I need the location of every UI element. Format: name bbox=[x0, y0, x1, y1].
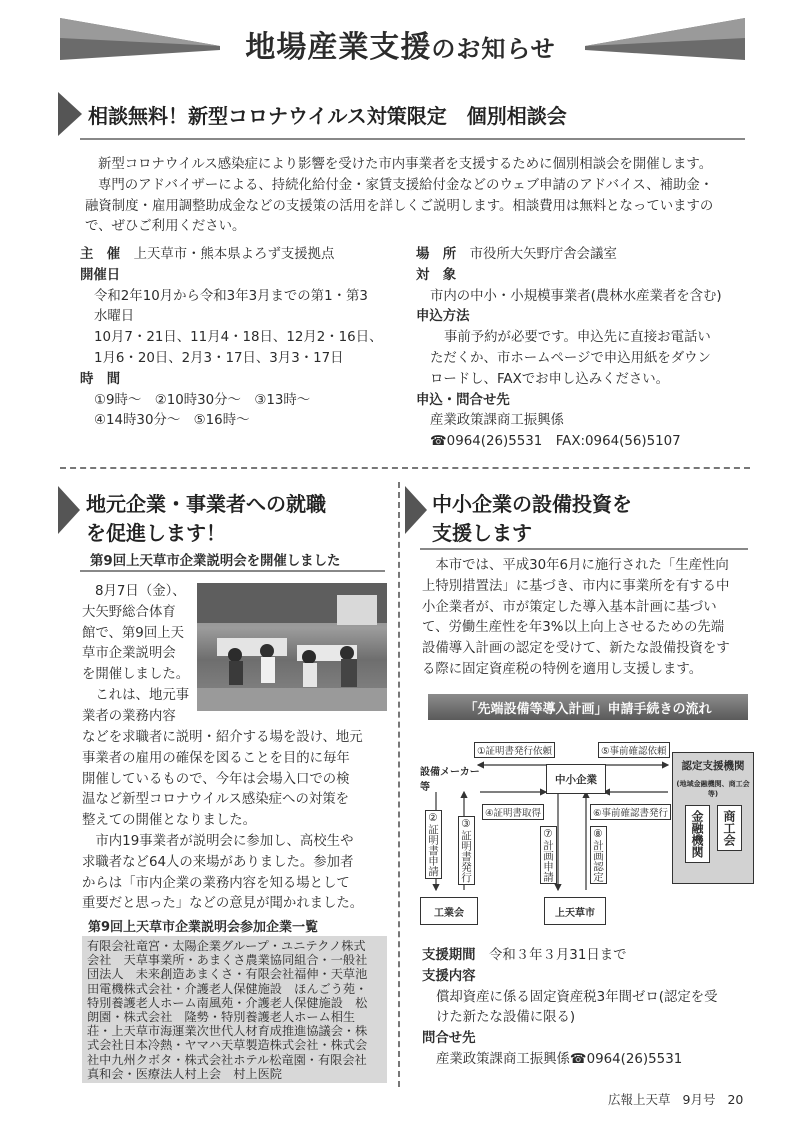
company-list-line: 荘・上天草市海運業次世代人材育成推進協議会・株 bbox=[87, 1024, 368, 1039]
invest-heading-line: 支援します bbox=[432, 521, 532, 545]
jobfair-line: 草市企業説明会 bbox=[82, 646, 176, 662]
jobfair-heading-line: 地元企業・事業者への就職 bbox=[86, 492, 326, 516]
page-title-main: 地場産業支援 bbox=[245, 30, 432, 65]
company-list-line: 式会社日本冷熱・ヤマハ天草製造株式会社・株式会 bbox=[87, 1038, 368, 1053]
date-label: 開催日 bbox=[80, 267, 121, 283]
section-marker-icon bbox=[405, 486, 427, 534]
jobfair-line: 業者の業務内容 bbox=[82, 708, 176, 724]
invest-heading-line: 中小企業の設備投資を bbox=[432, 492, 632, 516]
invest-line: 設備導入計画の認定を受けて、新たな設備投資をす bbox=[422, 641, 730, 657]
page-title bbox=[228, 22, 573, 66]
consult-intro-line: で、ぜひご利用ください。 bbox=[85, 219, 246, 235]
date-line: 10月7・21日、11月4・18日、12月2・16日、 bbox=[94, 330, 383, 346]
apply-label: 申込方法 bbox=[416, 309, 470, 325]
jobfair-heading bbox=[86, 490, 326, 548]
invest-contact-label: 問合せ先 bbox=[422, 1031, 476, 1047]
invest-line: 本市では、平成30年6月に施行された「生産性向 bbox=[422, 558, 729, 573]
target-value: 市内の中小・小規模事業者(農林水産業者を含む) bbox=[430, 288, 722, 304]
flow-node-chamber-label: 工業会 bbox=[434, 907, 464, 919]
apply-line: ロードし、FAXでお申し込みください。 bbox=[430, 371, 670, 387]
flow-node-commerce: 商工会 bbox=[717, 805, 742, 851]
flow-node-sme bbox=[546, 764, 606, 794]
footer-month: 9月号 bbox=[682, 1092, 716, 1107]
column-divider bbox=[398, 482, 400, 1087]
jobfair-subheading-underline bbox=[80, 570, 385, 572]
jobfair-subheading: 第9回上天草市企業説明会を開催しました bbox=[90, 554, 341, 569]
consult-heading: 相談無料！新型コロナウイルス対策限定 個別相談会 bbox=[88, 104, 567, 128]
apply-line: 事前予約が必要です。申込先に直接お電話い bbox=[444, 330, 711, 346]
flow-node-agency-label: 認定支援機関 bbox=[681, 760, 745, 772]
jobfair-heading-line: を促進します！ bbox=[86, 521, 226, 545]
company-list-line: 有限会社竜宮・太陽企業グループ・ユニテクノ株式 bbox=[87, 939, 366, 953]
host-label: 主 催 bbox=[80, 247, 121, 262]
footer-page: 20 bbox=[727, 1092, 744, 1107]
content-line: 償却資産に係る固定資産税3年間ゼロ(認定を受 bbox=[436, 989, 718, 1005]
content-line: けた新たな設備に限る) bbox=[436, 1010, 576, 1026]
company-list-line: 朗園・株式会社 隆勢・特別養護老人ホーム相生 bbox=[87, 1010, 356, 1025]
jobfair-line: 重要だと思った」などの意見が聞かれました。 bbox=[82, 896, 364, 912]
flow-node-agency-sub: (地域金融機関、商工会等) bbox=[676, 780, 750, 798]
jobfair-body-wide bbox=[82, 728, 387, 915]
period-value: 令和３年３月31日まで bbox=[488, 948, 627, 963]
invest-line: る際に固定資産税の特例を適用し支援します。 bbox=[422, 661, 703, 677]
date-line: 令和2年10月から令和3年3月までの第1・第3 bbox=[94, 288, 368, 304]
invest-body bbox=[422, 556, 752, 681]
flow-node-agency bbox=[672, 752, 754, 884]
time-label: 時 間 bbox=[80, 371, 121, 387]
jobfair-line: 市内19事業者が説明会に参加し、高校生や bbox=[82, 833, 354, 849]
contact-tel: ☎0964(26)5531 FAX:0964(56)5107 bbox=[430, 434, 681, 450]
invest-details bbox=[422, 946, 757, 1071]
flow-node-sme-label: 中小企業 bbox=[555, 773, 597, 786]
company-list-line: 田電機株式会社・介護老人保健施設 ほんごう苑・ bbox=[87, 981, 368, 996]
page-title-suffix: のお知らせ bbox=[431, 35, 556, 63]
date-line: 1月6・20日、2月3・17日、3月3・17日 bbox=[94, 350, 344, 366]
company-list bbox=[87, 939, 387, 1081]
flow-diagram bbox=[418, 692, 758, 932]
event-photo-illustration bbox=[197, 583, 387, 711]
event-photo bbox=[197, 583, 387, 711]
flow-step-4: ④証明書取得 bbox=[482, 804, 544, 820]
flow-title: 「先端設備等導入計画」申請手続きの流れ bbox=[464, 701, 712, 717]
flow-node-maker bbox=[420, 765, 484, 791]
content-label: 支援内容 bbox=[422, 968, 476, 984]
date-line: 水曜日 bbox=[94, 309, 135, 325]
jobfair-line: 事業者の雇用の確保を図ることを目的に毎年 bbox=[82, 750, 350, 766]
jobfair-line: これは、地元事 bbox=[82, 687, 190, 703]
company-list-box bbox=[82, 936, 387, 1083]
footer-publication: 広報上天草 bbox=[608, 1092, 671, 1107]
flow-step-1: ①証明書発行依頼 bbox=[474, 742, 555, 758]
contact-dept: 産業政策課商工振興係 bbox=[430, 413, 564, 429]
consult-details-left bbox=[80, 245, 410, 432]
jobfair-line: などを求職者に説明・紹介する場を設け、地元 bbox=[82, 730, 363, 745]
flow-step-6: ⑥事前確認書発行 bbox=[590, 804, 671, 820]
company-list-line: 特別養護老人ホーム南風苑・介護老人保健施設 松 bbox=[87, 995, 368, 1010]
invest-heading bbox=[432, 490, 632, 548]
jobfair-line: 館で、第9回上天 bbox=[82, 625, 184, 641]
consult-intro-line: 専門のアドバイザーによる、持続化給付金・家賃支援給付金などのウェブ申請のアドバイス、補助金・ bbox=[98, 177, 714, 193]
flow-node-finance: 金融機関 bbox=[685, 805, 710, 863]
invest-contact-value: 産業政策課商工振興係☎0964(26)5531 bbox=[436, 1051, 683, 1067]
jobfair-line: を開催しました。 bbox=[82, 667, 190, 683]
company-list-line: 会社 天草事業所・あまくさ農業協同組合・一般社 bbox=[87, 953, 368, 968]
invest-heading-underline bbox=[420, 548, 748, 550]
consult-details-right bbox=[416, 245, 756, 453]
place-value: 市役所大矢野庁舎会議室 bbox=[469, 247, 617, 262]
jobfair-line: 開催しているもので、今年は会場入口での検 bbox=[82, 771, 350, 787]
contact-label: 申込・問合せ先 bbox=[416, 392, 510, 408]
consult-heading-underline bbox=[80, 138, 745, 140]
company-list-line: 真和会・医療法人村上会 村上医院 bbox=[87, 1066, 282, 1081]
flow-step-8: ⑧計画認定 bbox=[590, 826, 607, 884]
target-label: 対 象 bbox=[416, 267, 457, 283]
section-marker-icon bbox=[58, 92, 82, 136]
jobfair-line: 整えての開催となりました。 bbox=[82, 813, 257, 829]
flow-step-5: ⑤事前確認依頼 bbox=[598, 742, 670, 758]
jobfair-line: 8月7日（金）、 bbox=[95, 584, 186, 599]
section-divider bbox=[60, 467, 750, 469]
jobfair-body-narrow bbox=[82, 582, 194, 728]
invest-line: 小企業者が、市が策定した導入基本計画に基づい bbox=[422, 599, 717, 615]
company-list-line: 社中九州クボタ・株式会社ホテル松竜園・有限会社 bbox=[87, 1052, 367, 1067]
flow-node-maker-label: 設備メーカー等 bbox=[420, 767, 480, 793]
consult-intro-line: 融資制度・雇用調整助成金などの支援策の活用を詳しくご説明します。相談費用は無料となっていますの bbox=[85, 198, 714, 214]
time-line: ①9時～ ②10時30分～ ③13時～ bbox=[94, 392, 311, 408]
footer bbox=[608, 1090, 743, 1108]
title-right-decoration bbox=[585, 18, 745, 60]
invest-line: 上特別措置法」に基づき、市内に事業所を有する中 bbox=[422, 578, 730, 594]
flow-node-chamber bbox=[420, 897, 478, 925]
consult-intro bbox=[85, 155, 755, 238]
consult-intro-line: 新型コロナウイルス感染症により影響を受けた市内事業者を支援するために個別相談会を開催します。 bbox=[98, 157, 713, 172]
title-left-decoration bbox=[60, 18, 220, 60]
apply-line: ただくか、市ホームページで申込用紙をダウン bbox=[430, 350, 711, 366]
flow-node-city bbox=[544, 897, 606, 925]
flow-step-7: ⑦計画申請 bbox=[540, 826, 557, 884]
time-line: ④14時30分～ ⑤16時～ bbox=[94, 413, 250, 429]
flow-step-3: ③証明書発行 bbox=[458, 816, 475, 885]
flow-step-2: ②証明書申請 bbox=[425, 810, 442, 879]
jobfair-line: 大矢野総合体育 bbox=[82, 604, 176, 620]
period-label: 支援期間 bbox=[422, 948, 476, 963]
place-label: 場 所 bbox=[416, 247, 457, 262]
section-marker-icon bbox=[58, 486, 80, 534]
jobfair-line: からは「市内企業の業務内容を知る場として bbox=[82, 875, 350, 891]
flow-node-city-label: 上天草市 bbox=[555, 907, 595, 919]
company-list-title: 第9回上天草市企業説明会参加企業一覧 bbox=[88, 920, 319, 935]
host-value: 上天草市・熊本県よろず支援拠点 bbox=[133, 247, 335, 262]
jobfair-line: 求職者など64人の来場がありました。参加者 bbox=[82, 854, 354, 870]
invest-line: て、労働生産性を年3%以上向上させるための先端 bbox=[422, 620, 725, 636]
jobfair-line: 温など新型コロナウイルス感染症への対策を bbox=[82, 792, 350, 808]
company-list-line: 団法人 未来創造あまくさ・有限会社福伸・天草池 bbox=[87, 967, 368, 982]
